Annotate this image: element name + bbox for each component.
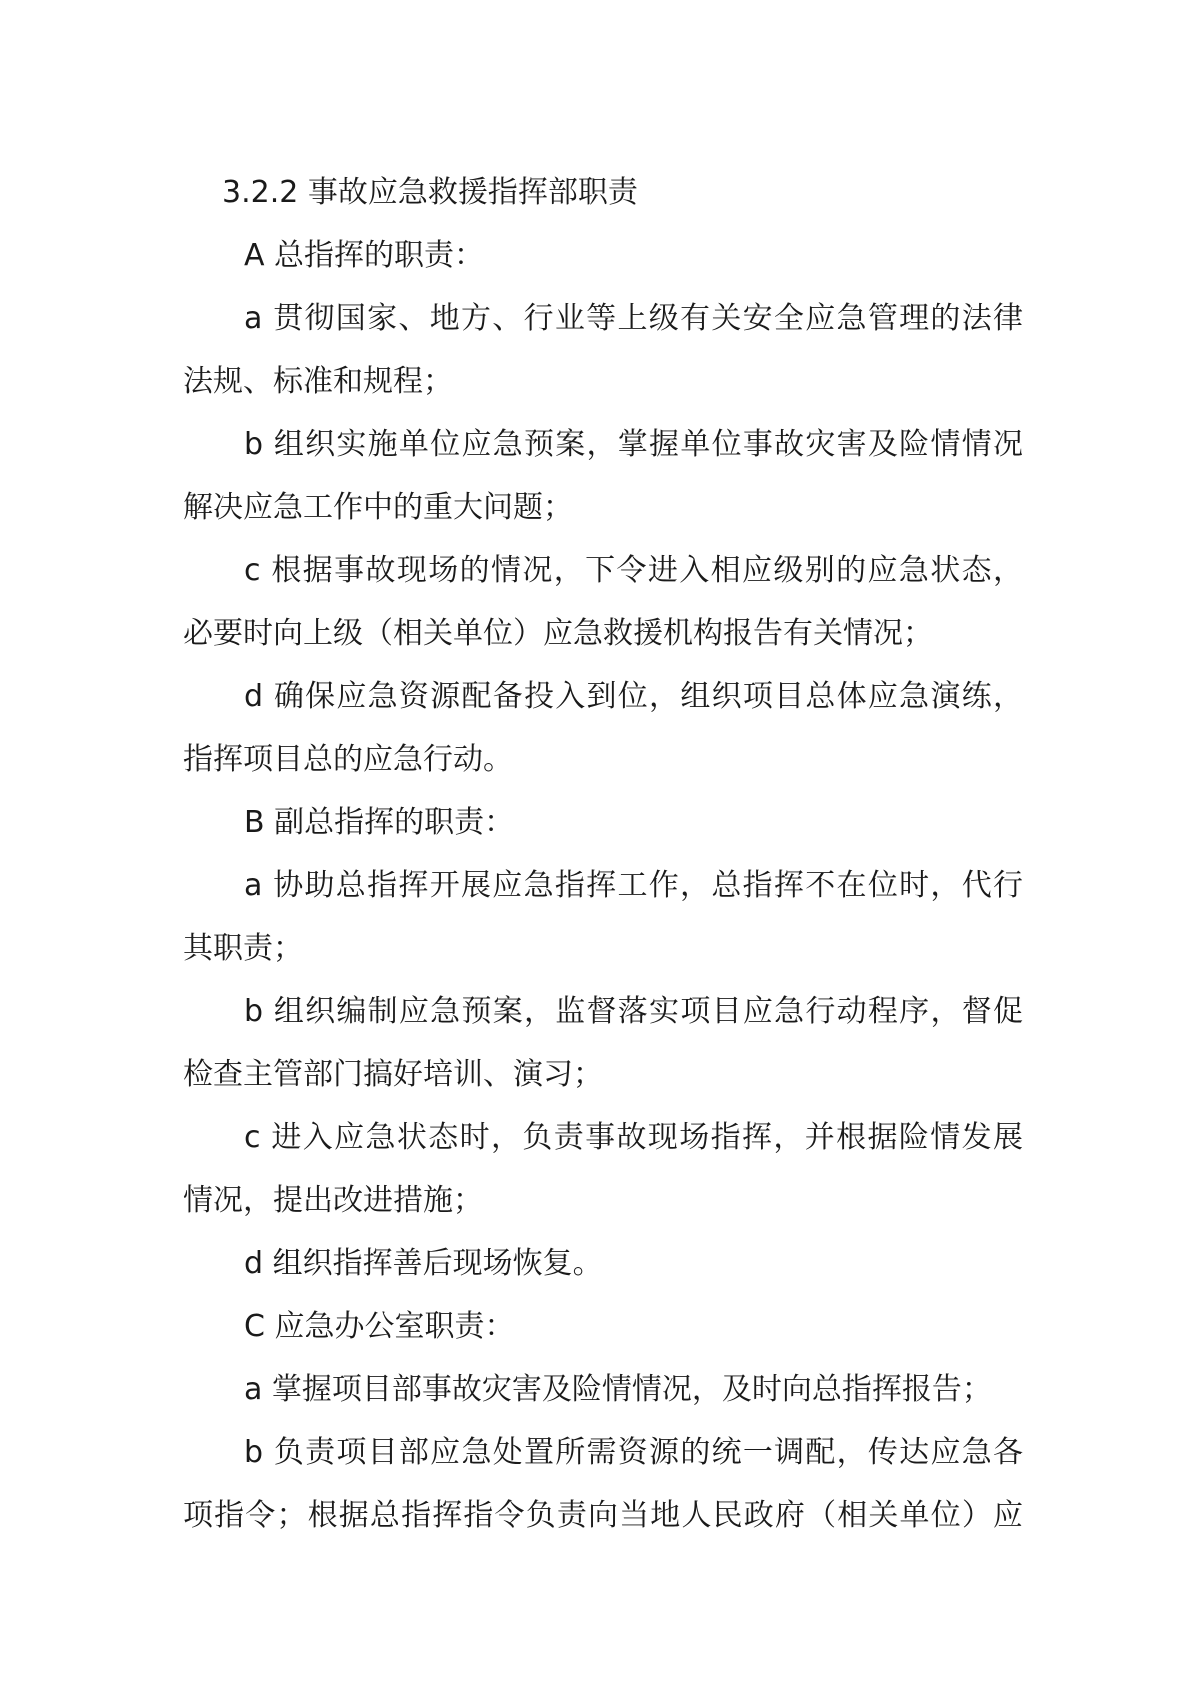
- paragraph-line: a 掌握项目部事故灾害及险情情况，及时向总指挥报告；: [244, 1372, 992, 1407]
- subsection-title: B 副总指挥的职责：: [244, 805, 515, 840]
- paragraph-line: 指挥项目总的应急行动。: [183, 742, 513, 777]
- subsection-title: C 应急办公室职责：: [244, 1309, 515, 1344]
- paragraph-line: a 协助总指挥开展应急指挥工作，总指挥不在位时，代行: [244, 868, 1023, 903]
- paragraph-line: b 负责项目部应急处置所需资源的统一调配，传达应急各: [244, 1435, 1023, 1470]
- paragraph-line: 项指令；根据总指挥指令负责向当地人民政府（相关单位）应: [183, 1498, 1023, 1533]
- paragraph-line: 检查主管部门搞好培训、演习；: [183, 1057, 603, 1092]
- paragraph-line: b 组织实施单位应急预案，掌握单位事故灾害及险情情况: [244, 427, 1023, 462]
- paragraph-line: 解决应急工作中的重大问题；: [183, 490, 573, 525]
- paragraph-line: d 确保应急资源配备投入到位，组织项目总体应急演练，: [244, 679, 1023, 714]
- paragraph-line: c 进入应急状态时，负责事故现场指挥，并根据险情发展: [244, 1120, 1023, 1155]
- paragraph-line: 法规、标准和规程；: [183, 364, 453, 399]
- paragraph-line: 其职责；: [183, 931, 303, 966]
- paragraph-line: a 贯彻国家、地方、行业等上级有关安全应急管理的法律: [244, 301, 1023, 336]
- paragraph-line: b 组织编制应急预案，监督落实项目应急行动程序，督促: [244, 994, 1023, 1029]
- subsection-title: A 总指挥的职责：: [244, 238, 485, 273]
- paragraph-line: c 根据事故现场的情况，下令进入相应级别的应急状态，: [244, 553, 1023, 588]
- section-heading: 3.2.2 事故应急救援指挥部职责: [222, 175, 638, 210]
- document-body: [183, 161, 1023, 1547]
- paragraph-line: 必要时向上级（相关单位）应急救援机构报告有关情况；: [183, 616, 933, 651]
- paragraph-line: d 组织指挥善后现场恢复。: [244, 1246, 603, 1281]
- paragraph-line: 情况，提出改进措施；: [183, 1183, 483, 1218]
